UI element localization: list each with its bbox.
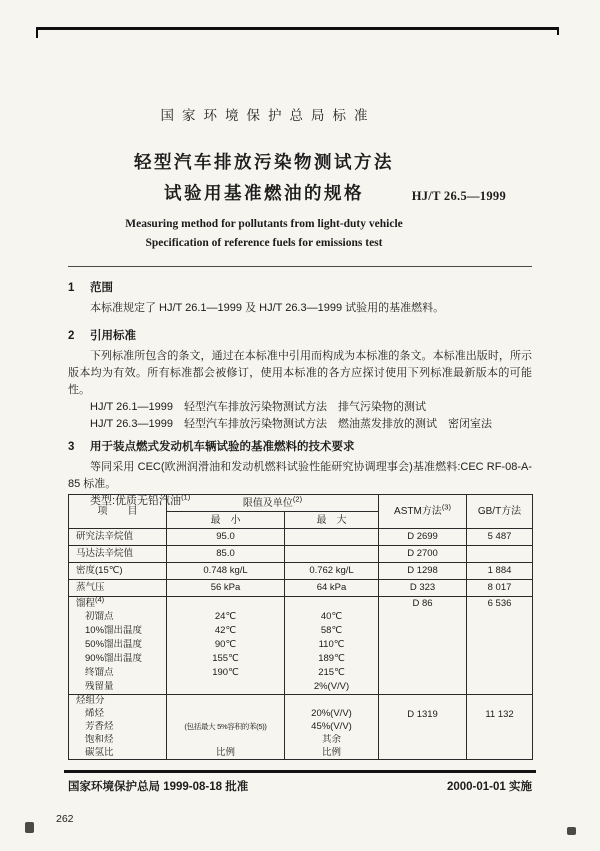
cell-astm: D 86 bbox=[379, 597, 467, 695]
cell-gbt bbox=[467, 546, 533, 563]
cell-max: 189℃ bbox=[285, 653, 379, 667]
cell-min bbox=[167, 681, 285, 695]
cell-max: 40℃ bbox=[285, 611, 379, 625]
cell-gbt: 11 132 bbox=[467, 695, 533, 760]
col-header-astm bbox=[379, 495, 467, 529]
cell-min bbox=[167, 708, 285, 721]
footnote-marker-4: (4) bbox=[95, 596, 105, 604]
document-body bbox=[68, 272, 532, 510]
section-1-number: 1 bbox=[68, 282, 75, 294]
table-row bbox=[69, 580, 533, 597]
col-header-limits-label: 限值及单位 bbox=[242, 497, 293, 509]
table-row bbox=[69, 563, 533, 580]
cell-min bbox=[167, 597, 285, 611]
cell-max: 比例 bbox=[285, 747, 379, 760]
section-2-paragraph: 下列标准所包含的条文，通过在本标准中引用而构成为本标准的条文。本标准出版时，所示版本均为有效。所有标准都会被修订，使用本标准的各方应探讨使用下列标准最新版本的可能性。 bbox=[68, 350, 532, 396]
implementation-text: 2000-01-01 实施 bbox=[446, 781, 532, 793]
cell-gbt: 8 017 bbox=[467, 580, 533, 597]
cell-max: 110℃ bbox=[285, 639, 379, 653]
cell-min: 24℃ bbox=[167, 611, 285, 625]
scan-artifact-corner-bottom-left bbox=[25, 822, 34, 833]
cell-item: 残留量 bbox=[69, 681, 167, 695]
cell-item: 研究法辛烷值 bbox=[69, 529, 167, 546]
section-3-paragraph: 等同采用 CEC(欧洲润滑油和发动机燃料试验性能研究协调理事会)基准燃料:CEC RF-08-A-85 标准。 bbox=[68, 461, 532, 490]
col-header-item: 项 目 bbox=[69, 495, 167, 529]
cell-min: 85.0 bbox=[167, 546, 285, 563]
fuel-type-text: 类型:优质无铅汽油 bbox=[90, 495, 182, 507]
col-header-limits bbox=[167, 495, 379, 512]
cell-max bbox=[285, 546, 379, 563]
cell-gbt: 1 884 bbox=[467, 563, 533, 580]
cell-min bbox=[167, 695, 285, 708]
cell-item: 90%馏出温度 bbox=[85, 653, 143, 665]
cell-item: 10%馏出温度 bbox=[85, 625, 143, 637]
english-title bbox=[68, 215, 532, 253]
cell-max: 其余 bbox=[285, 734, 379, 747]
cell-item: 初馏点 bbox=[85, 611, 114, 623]
cell-min: 比例 bbox=[167, 747, 285, 760]
reference-standard-2: HJ/T 26.3—1999 轻型汽车排放污染物测试方法 燃油蒸发排放的测试 密闭室法 bbox=[90, 418, 492, 430]
cell-max: 64 kPa bbox=[285, 580, 379, 597]
cell-max: 45%(V/V) bbox=[285, 721, 379, 734]
cell-astm: D 2700 bbox=[379, 546, 467, 563]
cell-astm: D 2699 bbox=[379, 529, 467, 546]
english-title-line2: Specification of reference fuels for emissions test bbox=[145, 237, 383, 249]
section-3-number: 3 bbox=[68, 441, 75, 453]
cell-min bbox=[167, 734, 285, 747]
cell-max bbox=[285, 695, 379, 708]
document-title-line2: 试验用基准燃油的规格 bbox=[164, 183, 364, 203]
cell-max: 58℃ bbox=[285, 625, 379, 639]
cell-item: 50%馏出温度 bbox=[85, 639, 143, 651]
col-header-astm-label: ASTM方法 bbox=[394, 506, 442, 517]
section-3-heading bbox=[68, 439, 532, 455]
cell-min: (包括最大 5%容积的苯(5)) bbox=[167, 721, 285, 734]
cell-item bbox=[69, 597, 167, 611]
cell-max: 2%(V/V) bbox=[285, 681, 379, 695]
cell-max: 20%(V/V) bbox=[285, 708, 379, 721]
col-header-max: 最 大 bbox=[285, 512, 379, 529]
document-header bbox=[68, 0, 532, 253]
footer-divider bbox=[64, 770, 536, 773]
cell-item: 碳氢比 bbox=[85, 746, 114, 758]
section-1-paragraph: 本标准规定了 HJ/T 26.1—1999 及 HJ/T 26.3—1999 试验用的基准燃料。 bbox=[90, 302, 445, 314]
section-2-number: 2 bbox=[68, 330, 75, 342]
cell-item: 蒸气压 bbox=[69, 580, 167, 597]
cell-gbt: 6 536 bbox=[467, 597, 533, 695]
distillation-label: 馏程 bbox=[76, 597, 96, 609]
col-header-gbt: GB/T方法 bbox=[467, 495, 533, 529]
standard-agency-label: 国家环境保护总局标准 bbox=[160, 108, 376, 123]
cell-astm: D 1298 bbox=[379, 563, 467, 580]
header-divider bbox=[68, 266, 532, 267]
cell-max bbox=[285, 529, 379, 546]
english-title-line1: Measuring method for pollutants from light-duty vehicle bbox=[125, 218, 403, 230]
table-row bbox=[69, 529, 533, 546]
cell-item: 马达法辛烷值 bbox=[69, 546, 167, 563]
standard-number: HJ/T 26.5—1999 bbox=[411, 189, 506, 203]
cell-min: 95.0 bbox=[167, 529, 285, 546]
col-header-min: 最 小 bbox=[167, 512, 285, 529]
cell-min: 155℃ bbox=[167, 653, 285, 667]
section-2-heading bbox=[68, 328, 532, 344]
cell-item: 终馏点 bbox=[85, 667, 114, 679]
footnote-marker-3: (3) bbox=[441, 502, 451, 512]
cell-astm: D 323 bbox=[379, 580, 467, 597]
document-title-line1: 轻型汽车排放污染物测试方法 bbox=[134, 152, 394, 172]
approval-text: 国家环境保护总局 1999-08-18 批准 bbox=[68, 781, 249, 793]
cell-min: 56 kPa bbox=[167, 580, 285, 597]
cell-min: 0.748 kg/L bbox=[167, 563, 285, 580]
cell-item: 烯烃 bbox=[85, 707, 105, 719]
cell-astm: D 1319 bbox=[379, 695, 467, 760]
section-2-title: 引用标准 bbox=[90, 330, 136, 342]
table-row bbox=[69, 695, 533, 708]
cell-max: 215℃ bbox=[285, 667, 379, 681]
cell-max bbox=[285, 597, 379, 611]
page-number: 262 bbox=[56, 813, 74, 825]
cell-item: 密度(15℃) bbox=[69, 563, 167, 580]
footnote-marker-2: (2) bbox=[292, 494, 303, 504]
table-header-row-1 bbox=[69, 495, 533, 512]
cell-item: 芳香烃 bbox=[85, 720, 114, 732]
footnote-marker-1: (1) bbox=[181, 492, 191, 502]
cell-item: 烃组分 bbox=[76, 695, 105, 707]
section-3-title: 用于装点燃式发动机车辆试验的基准燃料的技术要求 bbox=[90, 441, 355, 453]
reference-standard-1: HJ/T 26.1—1999 轻型汽车排放污染物测试方法 排气污染物的测试 bbox=[90, 401, 426, 413]
reference-fuel-spec-table bbox=[68, 494, 533, 760]
cell-min: 90℃ bbox=[167, 639, 285, 653]
section-1-heading bbox=[68, 280, 532, 296]
cell-min: 42℃ bbox=[167, 625, 285, 639]
table-row bbox=[69, 546, 533, 563]
section-1-title: 范围 bbox=[90, 282, 113, 294]
table-row bbox=[69, 597, 533, 611]
cell-item: 饱和烃 bbox=[85, 733, 114, 745]
title-row bbox=[68, 180, 532, 205]
cell-max: 0.762 kg/L bbox=[285, 563, 379, 580]
cell-gbt: 5 487 bbox=[467, 529, 533, 546]
footer bbox=[68, 778, 532, 794]
scan-artifact-corner-bottom-right bbox=[567, 827, 576, 835]
cell-min: 190℃ bbox=[167, 667, 285, 681]
